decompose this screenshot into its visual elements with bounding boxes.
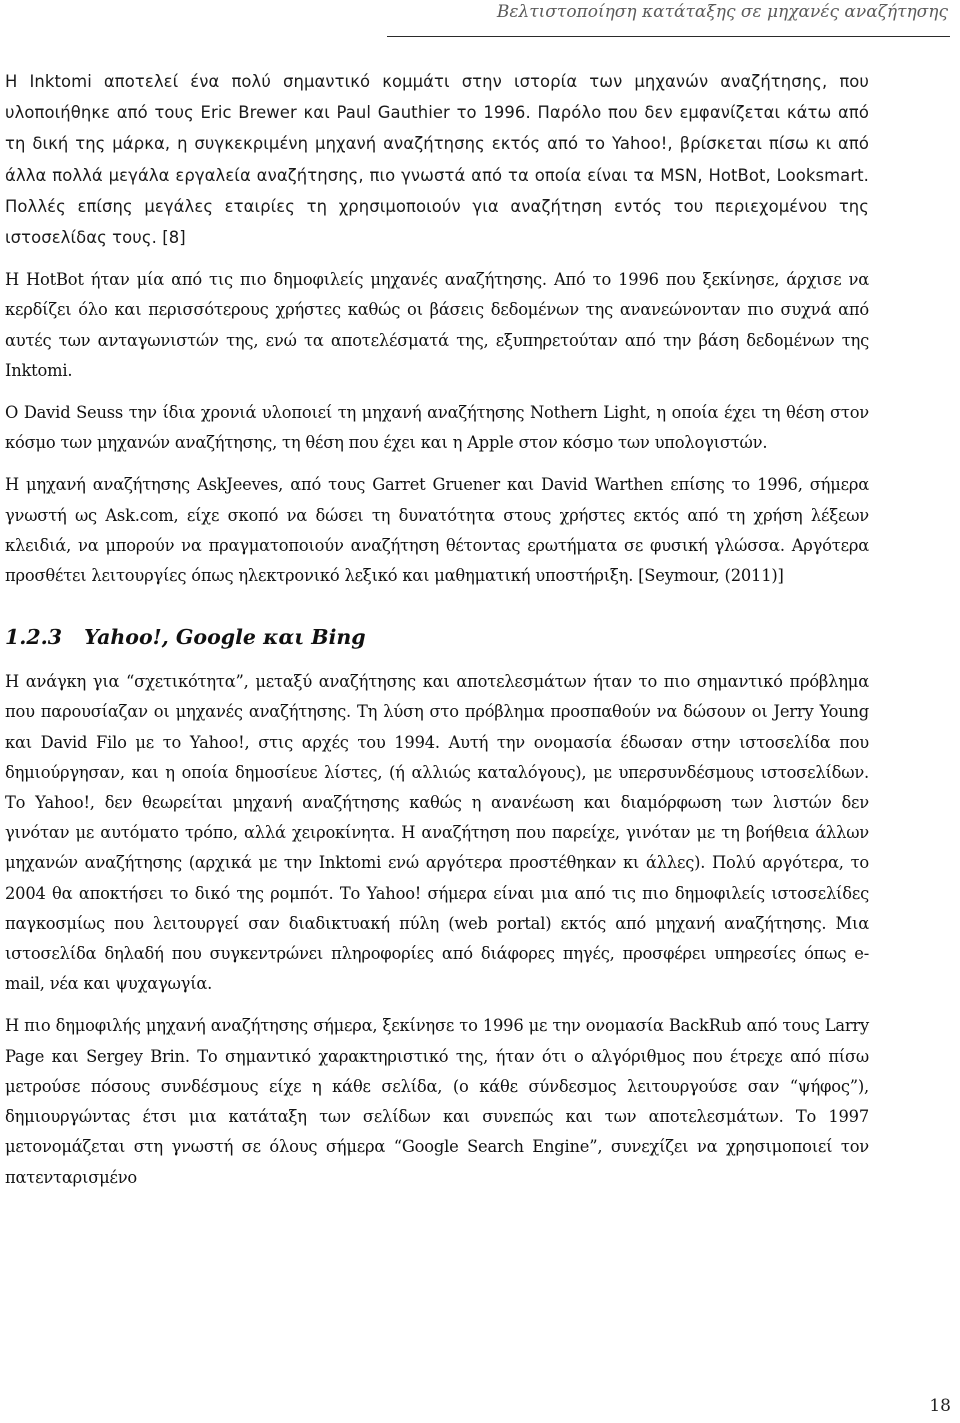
section-title: Yahoo!, Google και Bing [84,625,366,650]
paragraph-hotbot: Η HotBot ήταν μία από τις πιο δημοφιλείς μηχανές αναζήτησης. Από το 1996 που ξεκίνησε, άρχισε να κερδίζει όλο και περισσότερους χρήστες καθώς οι βάσεις δεδομένων της ανανεώνονταν πιο συχνά από αυτές των ανταγωνιστών της, ενώ τα αποτελέσματά της, εξυπηρετούταν από την βάση δεδομένων της Inktomi. [5,270,869,380]
paragraph-northern-light: Ο David Seuss την ίδια χρονιά υλοποιεί τη μηχανή αναζήτησης Nothern Light, η οποία έχει τη θέση στον κόσμο των μηχανών αναζήτησης, τη θέση που έχει και η Apple στον κόσμο των υπολογιστών. [5,403,869,453]
running-header-title: Βελτιστοποίηση κατάταξης σε μηχανές αναζήτησης [496,2,948,22]
paragraph-askjeeves: Η μηχανή αναζήτησης AskJeeves, από τους Garret Gruener και David Warthen επίσης το 1996, σήμερα γνωστή ως Ask.com, είχε σκοπό να δώσει τη δυνατότητα στους χρήστες εκτός από τη χρήση λέξεων κλειδιά, να μπορούν να πραγματοποιούν αναζήτηση θέτοντας ερωτήματα σε φυσική γλώσσα. Αργότερα προσθέτει λειτουργίες όπως ηλεκτρονικό λεξικό και μαθηματική υποστήριξη. [Seymour, (2011)] [5,475,869,586]
paragraph-inktomi: Η Inktomi αποτελεί ένα πολύ σημαντικό κομμάτι στην ιστορία των μηχανών αναζήτησης, που υλοποιήθηκε από τους Eric Brewer και Paul Gauthier το 1996. Παρόλο που δεν εμφανίζεται κάτω από τη δική της μάρκα, η συγκεκριμένη μηχανή αναζήτησης εκτός από το Yahoo!, βρίσκεται πίσω κι από άλλα πολλά μεγάλα εργαλεία αναζήτησης, πιο γνωστά από τα οποία είναι τα MSN, HotBot, Looksmart. Πολλές επίσης μεγάλες εταιρίες τη χρησιμοποιούν για αναζήτηση εντός του περιεχομένου της ιστοσελίδας τους. [8] [5,72,869,248]
paragraph-google: Η πιο δημοφιλής μηχανή αναζήτησης σήμερα, ξεκίνησε το 1996 με την ονομασία BackRub από τους Larry Page και Sergey Brin. Το σημαντικό χαρακτηριστικό της, ήταν ότι ο αλγόριθμος που έτρεχε από πίσω μετρούσε πόσους συνδέσμους είχε η κάθε σελίδα, (ο κάθε σύνδεσμος λειτουργούσε σαν “ψήφος”), δημιουργώντας έτσι μια κατάταξη των σελίδων και συνεπώς και των αποτελεσμάτων. Το 1997 μετονομάζεται στη γνωστή σε όλους σήμερα “Google Search Engine”, συνεχίζει να χρησιμοποιεί τον πατενταρισμένο [5,1016,869,1187]
header-rule [387,36,950,37]
paragraph-yahoo: Η ανάγκη για “σχετικότητα”, μεταξύ αναζήτησης και αποτελεσμάτων ήταν το πιο σημαντικό πρόβλημα που παρουσίαζαν οι μηχανές αναζήτησης. Τη λύση στο πρόβλημα προσπαθούν να δώσουν οι Jerry Young και David Filo με το Yahoo!, στις αρχές του 1994. Αυτή την ονομασία έδωσαν στην ιστοσελίδα που δημιούργησαν, και η οποία δημοσίευε λίστες, (ή αλλιώς καταλόγους), με υπερσυνδέσμους ιστοσελίδων. Το Yahoo!, δεν θεωρείται μηχανή αναζήτησης καθώς η ανανέωση και διαμόρφωση των λιστών δεν γινόταν με αυτόματο τρόπο, αλλά χειροκίνητα. Η αναζήτηση που παρείχε, γινόταν με τη βοήθεια άλλων μηχανών αναζήτησης (αρχικά με την Inktomi ενώ αργότερα προστέθηκαν κι άλλες). Πολύ αργότερα, το 2004 θα αποκτήσει το δικό της ρομπότ. Το Yahoo! σήμερα είναι μια από τις πιο δημοφιλείς ιστοσελίδες παγκοσμίως που λειτουργεί σαν διαδικτυακή πύλη (web portal) εκτός από μηχανή αναζήτησης. Μια ιστοσελίδα δηλαδή που συγκεντρώνει πληροφορίες από διάφορες πηγές, προσφέρει υπηρεσίες όπως e-mail, νέα και ψυχαγωγία. [5,672,869,994]
section-number: 1.2.3 [5,625,63,650]
document-body [5,66,869,1193]
page-number: 18 [929,1396,951,1416]
section-heading [5,623,869,651]
page-header [0,0,960,40]
